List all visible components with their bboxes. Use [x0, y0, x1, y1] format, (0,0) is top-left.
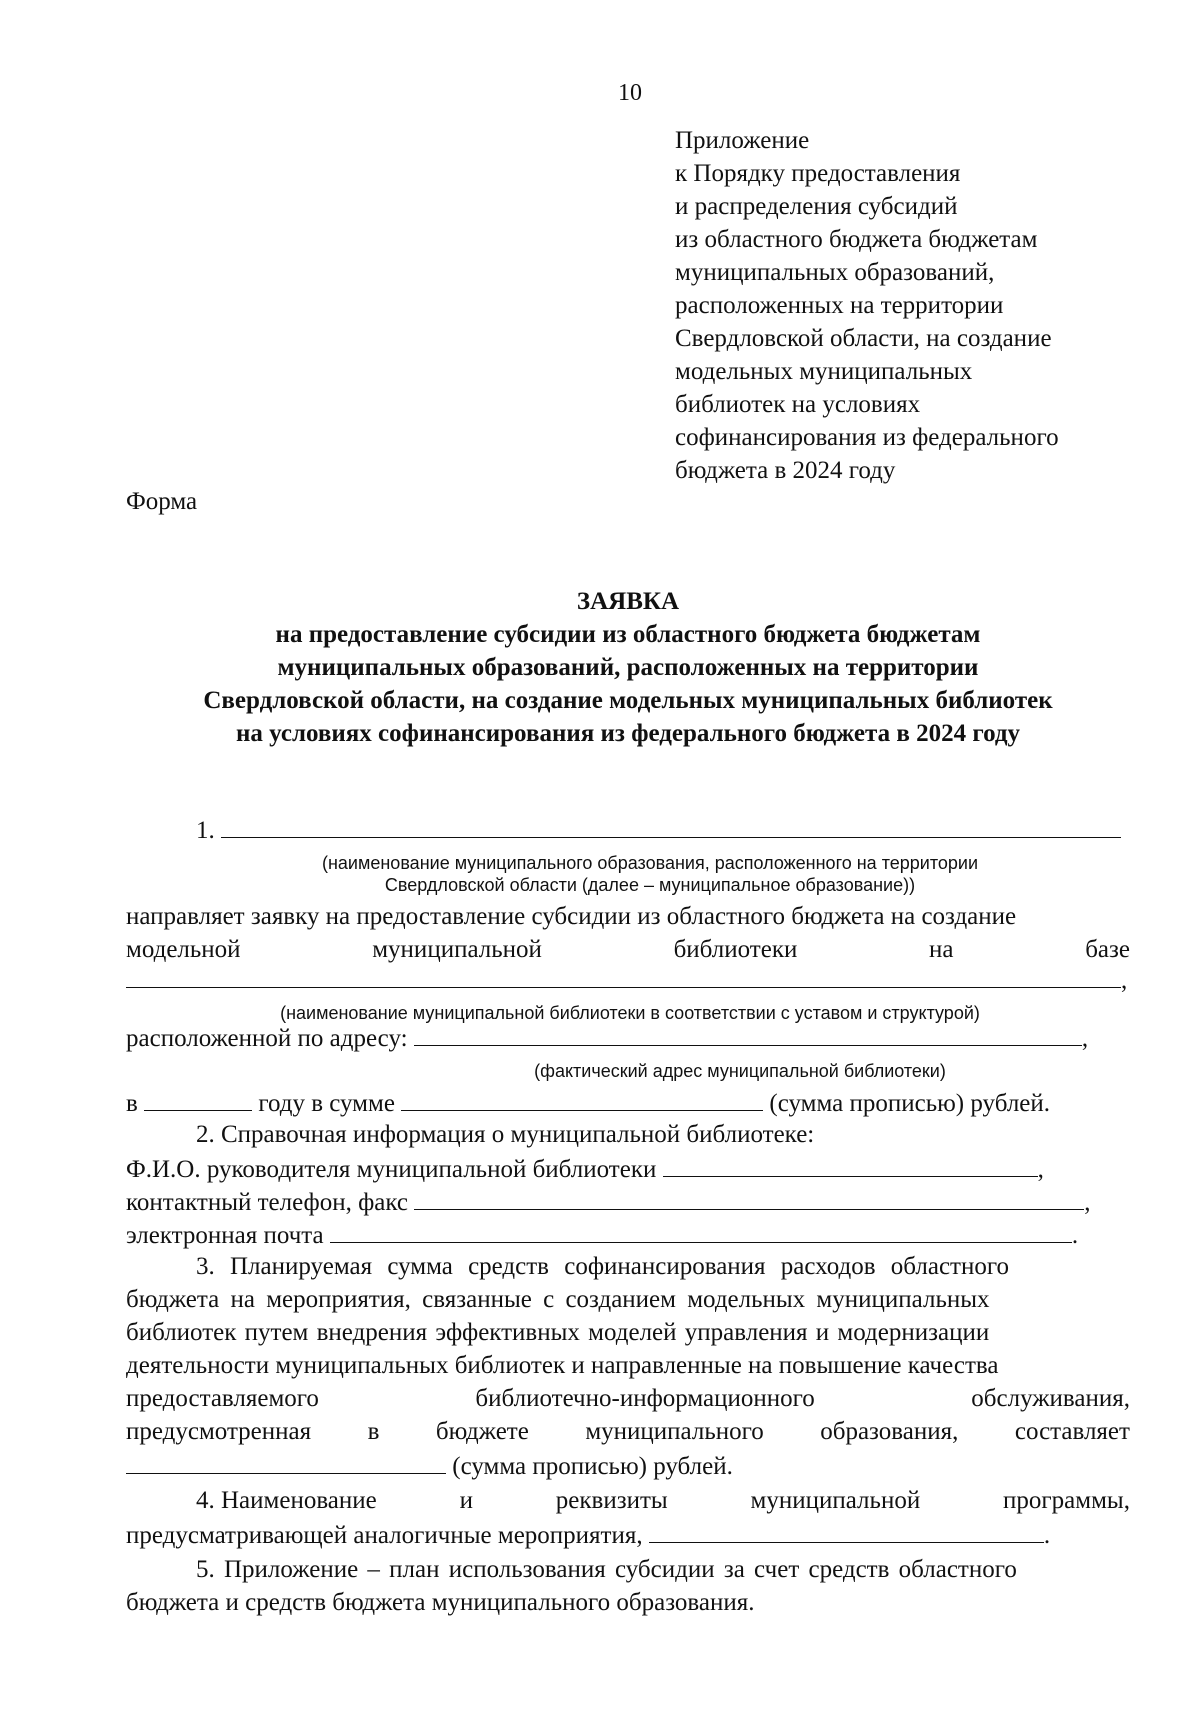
director-row — [126, 1154, 1044, 1184]
item4-line1 — [196, 1487, 1130, 1520]
appendix-note-line: Свердловской области, на создание — [675, 325, 1052, 352]
year-prefix: в — [126, 1090, 138, 1117]
period: . — [1071, 1222, 1079, 1249]
appendix-note-line: библиотек на условиях — [675, 391, 921, 418]
item3-line4: деятельности муниципальных библиотек и направленные на повышение качества — [126, 1352, 999, 1379]
word: составляет — [1014, 1418, 1130, 1445]
item1-number: 1. — [196, 817, 215, 844]
library-name-field[interactable] — [126, 965, 1121, 988]
word: 4. Наименование — [196, 1487, 377, 1514]
year-sum-row — [126, 1088, 1050, 1118]
item3-sum-row — [126, 1451, 733, 1481]
title-line: Свердловской области, на создание модельных муниципальных библиотек — [203, 687, 1053, 714]
period: . — [1043, 1522, 1051, 1549]
item3-line2: бюджета на мероприятия, связанные с созданием модельных муниципальных — [126, 1286, 990, 1313]
comma: , — [1121, 967, 1128, 994]
word: программы, — [1003, 1487, 1130, 1514]
item3-line3: библиотек путем внедрения эффективных моделей управления и модернизации — [126, 1319, 990, 1346]
year-text: году в сумме — [258, 1090, 395, 1117]
item3-line1 — [196, 1253, 1130, 1286]
word: библиотечно-информационного — [475, 1385, 815, 1412]
email-label: электронная почта — [126, 1222, 324, 1249]
municipality-name-field[interactable] — [221, 815, 1121, 838]
library-caption: (наименование муниципальной библиотеки в соответствии с уставом и структурой) — [280, 1003, 980, 1023]
phone-label: контактный телефон, факс — [126, 1189, 409, 1216]
cofinancing-sum-field[interactable] — [126, 1451, 446, 1474]
address-field[interactable] — [414, 1023, 1082, 1046]
sum-field[interactable] — [401, 1088, 763, 1111]
item5-line1: 5. Приложение – план использования субсидии за счет средств областного — [196, 1556, 1017, 1583]
item3-line5 — [126, 1385, 1130, 1418]
word: библиотеки — [673, 936, 798, 963]
sum-suffix: (сумма прописью) рублей. — [769, 1090, 1051, 1117]
word: образования, — [820, 1418, 959, 1445]
comma: , — [1037, 1156, 1044, 1183]
appendix-note — [675, 124, 1059, 487]
form-label: Форма — [126, 488, 198, 515]
appendix-note-line: Приложение — [675, 127, 810, 154]
director-name-field[interactable] — [663, 1154, 1038, 1177]
word: бюджете — [435, 1418, 529, 1445]
comma: , — [1081, 1025, 1089, 1052]
word: обслуживания, — [971, 1385, 1130, 1412]
page-number: 10 — [618, 80, 642, 106]
item2-heading: 2. Справочная информация о муниципальной библиотеке: — [196, 1121, 815, 1148]
appendix-note-line: расположенных на территории — [675, 292, 1004, 319]
year-field[interactable] — [144, 1088, 252, 1111]
word: в — [367, 1418, 380, 1445]
phone-row — [126, 1187, 1091, 1217]
appendix-note-line: и распределения субсидий — [675, 193, 958, 220]
appendix-note-line: из областного бюджета бюджетам — [675, 226, 1038, 253]
word: муниципальной — [750, 1487, 921, 1514]
address-caption: (фактический адрес муниципальной библиотеки) — [534, 1061, 946, 1081]
word: реквизиты — [555, 1487, 668, 1514]
municipality-caption-1: (наименование муниципального образования, расположенного на территории — [321, 853, 978, 873]
item3-text: 3. Планируемая сумма средств софинансирования расходов областного — [196, 1253, 1009, 1280]
municipality-caption-2: Свердловской области (далее – муниципальное образование)) — [384, 875, 916, 895]
email-field[interactable] — [330, 1220, 1072, 1243]
item4-line2-row — [126, 1520, 1050, 1550]
item5-line2: бюджета и средств бюджета муниципального образования. — [126, 1589, 755, 1616]
appendix-note-line: софинансирования из федерального — [675, 424, 1059, 451]
document-title — [126, 585, 1130, 750]
library-name-row — [126, 965, 1127, 995]
item1-text-line1: направляет заявку на предоставление субсидии из областного бюджета на создание — [126, 903, 1017, 930]
director-label: Ф.И.О. руководителя муниципальной библиотеки — [126, 1156, 657, 1183]
email-row — [126, 1220, 1078, 1250]
word: предоставляемого — [126, 1385, 319, 1412]
item4-line2: предусматривающей аналогичные мероприятия, — [126, 1522, 643, 1549]
word: модельной — [126, 936, 241, 963]
word: базе — [1085, 936, 1130, 963]
title-line: муниципальных образований, расположенных на территории — [277, 654, 979, 681]
item3-line6 — [126, 1418, 1130, 1451]
word: на — [929, 936, 954, 963]
item1-row — [196, 815, 1121, 845]
address-label: расположенной по адресу: — [126, 1025, 408, 1052]
title-line: на предоставление субсидии из областного бюджета бюджетам — [275, 621, 981, 648]
comma: , — [1084, 1189, 1091, 1216]
word: муниципального — [585, 1418, 764, 1445]
appendix-note-line: муниципальных образований, — [675, 259, 995, 286]
word: муниципальной — [372, 936, 542, 963]
address-row — [126, 1023, 1088, 1053]
appendix-note-line: модельных муниципальных — [675, 358, 973, 385]
phone-field[interactable] — [414, 1187, 1084, 1210]
title-line: на условиях софинансирования из федерального бюджета в 2024 году — [235, 720, 1020, 747]
word: предусмотренная — [126, 1418, 312, 1445]
appendix-note-line: бюджета в 2024 году — [675, 457, 896, 484]
sum-suffix: (сумма прописью) рублей. — [452, 1453, 733, 1480]
title-heading: ЗАЯВКА — [576, 588, 680, 615]
program-field[interactable] — [649, 1520, 1044, 1543]
word: и — [459, 1487, 473, 1514]
appendix-note-line: к Порядку предоставления — [675, 160, 961, 187]
